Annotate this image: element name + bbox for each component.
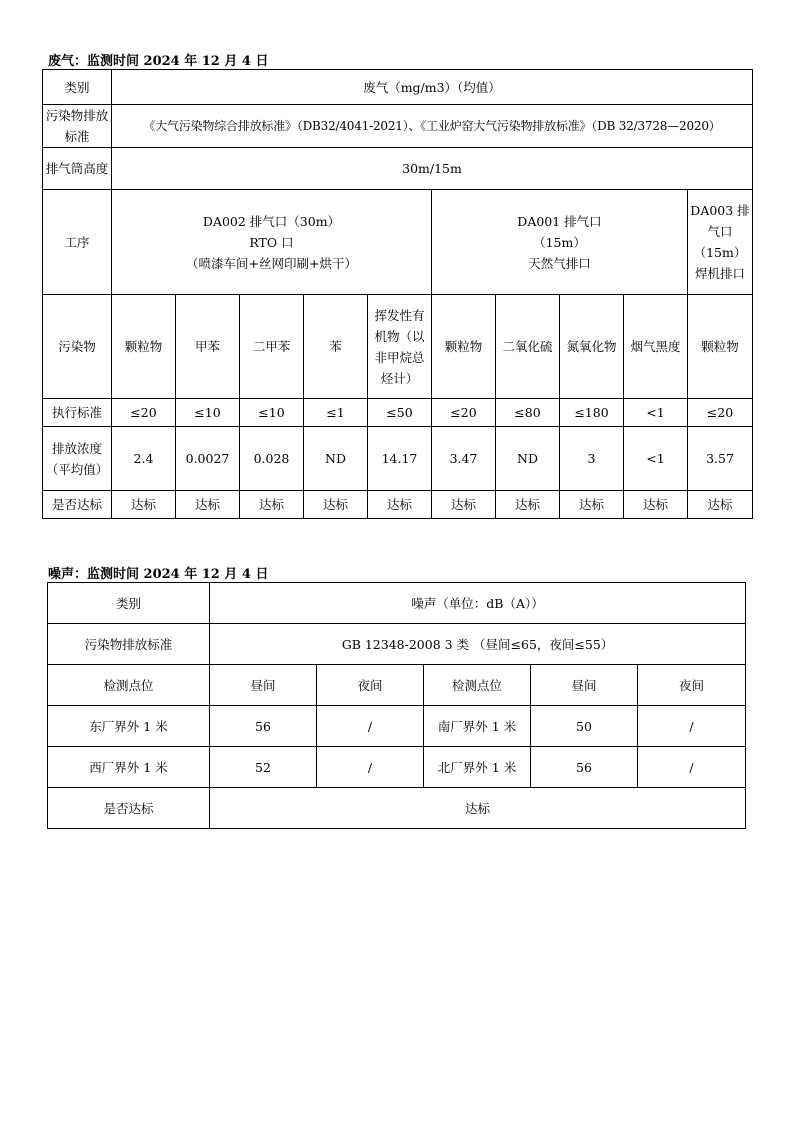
category-value: 废气（mg/m3）（均值） (112, 70, 753, 105)
standard-row (43, 105, 753, 148)
point-cell: 南厂界外 1 米 (424, 706, 531, 747)
da003-line3: 焊机排口 (694, 266, 745, 281)
concentration-cell: 0.0027 (176, 427, 240, 491)
pollutant-cell: 甲苯 (176, 295, 240, 399)
concentration-cell: ND (304, 427, 368, 491)
pollutant-cell: 二甲苯 (240, 295, 304, 399)
compliance-cell: 达标 (624, 491, 688, 519)
day-value: 56 (531, 747, 638, 788)
limit-cell: ≤10 (176, 399, 240, 427)
point-cell: 东厂界外 1 米 (48, 706, 210, 747)
concentration-cell: 3.47 (432, 427, 496, 491)
night-header: 夜间 (317, 665, 424, 706)
noise-category-value: 噪声（单位：dB（A）） (210, 583, 746, 624)
noise-compliance-label: 是否达标 (48, 788, 210, 829)
concentration-row (43, 427, 753, 491)
noise-data-row (48, 747, 746, 788)
compliance-cell: 达标 (432, 491, 496, 519)
day-value: 50 (531, 706, 638, 747)
limit-cell: ≤180 (560, 399, 624, 427)
day-header: 昼间 (531, 665, 638, 706)
night-value: / (317, 706, 424, 747)
pollutant-cell: 苯 (304, 295, 368, 399)
da002-line2: RTO 口 (249, 234, 294, 250)
process-da001 (432, 190, 688, 295)
noise-category-label: 类别 (48, 583, 210, 624)
compliance-cell: 达标 (368, 491, 432, 519)
noise-table (47, 582, 746, 829)
da003-line1: DA003 排气口 (690, 203, 750, 239)
concentration-cell: 0.028 (240, 427, 304, 491)
night-header: 夜间 (638, 665, 746, 706)
da001-line3: 天然气排口 (528, 255, 591, 271)
da002-line3: （喷漆车间+丝网印刷+烘干） (186, 255, 357, 271)
concentration-cell: 3 (560, 427, 624, 491)
compliance-cell: 达标 (560, 491, 624, 519)
process-da002 (112, 190, 432, 295)
concentration-cell: 2.4 (112, 427, 176, 491)
compliance-cell: 达标 (688, 491, 753, 519)
concentration-cell: <1 (624, 427, 688, 491)
process-da003 (688, 190, 753, 295)
limit-row (43, 399, 753, 427)
night-value: / (317, 747, 424, 788)
pollutant-cell: 挥发性有机物（以非甲烷总烃计） (368, 295, 432, 399)
da001-line2: （15m） (533, 234, 586, 250)
compliance-cell: 达标 (112, 491, 176, 519)
limit-cell: ≤80 (496, 399, 560, 427)
stack-height-row (43, 148, 753, 190)
pollutant-cell: 二氧化硫 (496, 295, 560, 399)
point-header: 检测点位 (48, 665, 210, 706)
standard-value: 《大气污染物综合排放标准》（DB32/4041-2021）、《工业炉窑大气污染物排放标准》（DB 32/3728—2020） (112, 105, 753, 148)
limit-cell: ≤20 (688, 399, 753, 427)
night-value: / (638, 747, 746, 788)
point-cell: 北厂界外 1 米 (424, 747, 531, 788)
noise-standard-value: GB 12348-2008 3 类 （昼间≤65，夜间≤55） (210, 624, 746, 665)
noise-compliance-value: 达标 (210, 788, 746, 829)
concentration-label: 排放浓度（平均值） (43, 427, 112, 491)
pollutant-row (43, 295, 753, 399)
stack-height-label: 排气筒高度 (43, 148, 112, 190)
compliance-cell: 达标 (496, 491, 560, 519)
da003-line2: （15m） (693, 245, 747, 260)
pollutant-cell: 烟气黑度 (624, 295, 688, 399)
compliance-row (43, 491, 753, 519)
da001-line1: DA001 排气口 (517, 213, 602, 229)
noise-standard-row (48, 624, 746, 665)
process-row (43, 190, 753, 295)
air-section-heading: 废气：监测时间 2024 年 12 月 4 日 (48, 54, 269, 69)
concentration-cell: 3.57 (688, 427, 753, 491)
pollutant-label: 污染物 (43, 295, 112, 399)
day-value: 56 (210, 706, 317, 747)
category-label: 类别 (43, 70, 112, 105)
noise-data-row (48, 706, 746, 747)
air-emission-table (42, 69, 753, 519)
pollutant-cell: 颗粒物 (432, 295, 496, 399)
day-value: 52 (210, 747, 317, 788)
process-label: 工序 (43, 190, 112, 295)
compliance-cell: 达标 (240, 491, 304, 519)
noise-header-row (48, 665, 746, 706)
night-value: / (638, 706, 746, 747)
noise-category-row (48, 583, 746, 624)
da002-line1: DA002 排气口（30m） (202, 213, 341, 229)
noise-compliance-row (48, 788, 746, 829)
point-header: 检测点位 (424, 665, 531, 706)
compliance-cell: 达标 (304, 491, 368, 519)
limit-cell: <1 (624, 399, 688, 427)
compliance-cell: 达标 (176, 491, 240, 519)
limit-cell: ≤1 (304, 399, 368, 427)
concentration-cell: 14.17 (368, 427, 432, 491)
standard-label: 污染物排放标准 (43, 105, 112, 148)
noise-section-heading: 噪声：监测时间 2024 年 12 月 4 日 (48, 567, 269, 582)
noise-standard-label: 污染物排放标准 (48, 624, 210, 665)
category-row (43, 70, 753, 105)
point-cell: 西厂界外 1 米 (48, 747, 210, 788)
day-header: 昼间 (210, 665, 317, 706)
limit-cell: ≤20 (432, 399, 496, 427)
pollutant-cell: 颗粒物 (112, 295, 176, 399)
concentration-cell: ND (496, 427, 560, 491)
stack-height-value: 30m/15m (112, 148, 753, 190)
pollutant-cell: 颗粒物 (688, 295, 753, 399)
pollutant-cell: 氮氧化物 (560, 295, 624, 399)
limit-label: 执行标准 (43, 399, 112, 427)
compliance-label: 是否达标 (43, 491, 112, 519)
limit-cell: ≤20 (112, 399, 176, 427)
limit-cell: ≤10 (240, 399, 304, 427)
limit-cell: ≤50 (368, 399, 432, 427)
